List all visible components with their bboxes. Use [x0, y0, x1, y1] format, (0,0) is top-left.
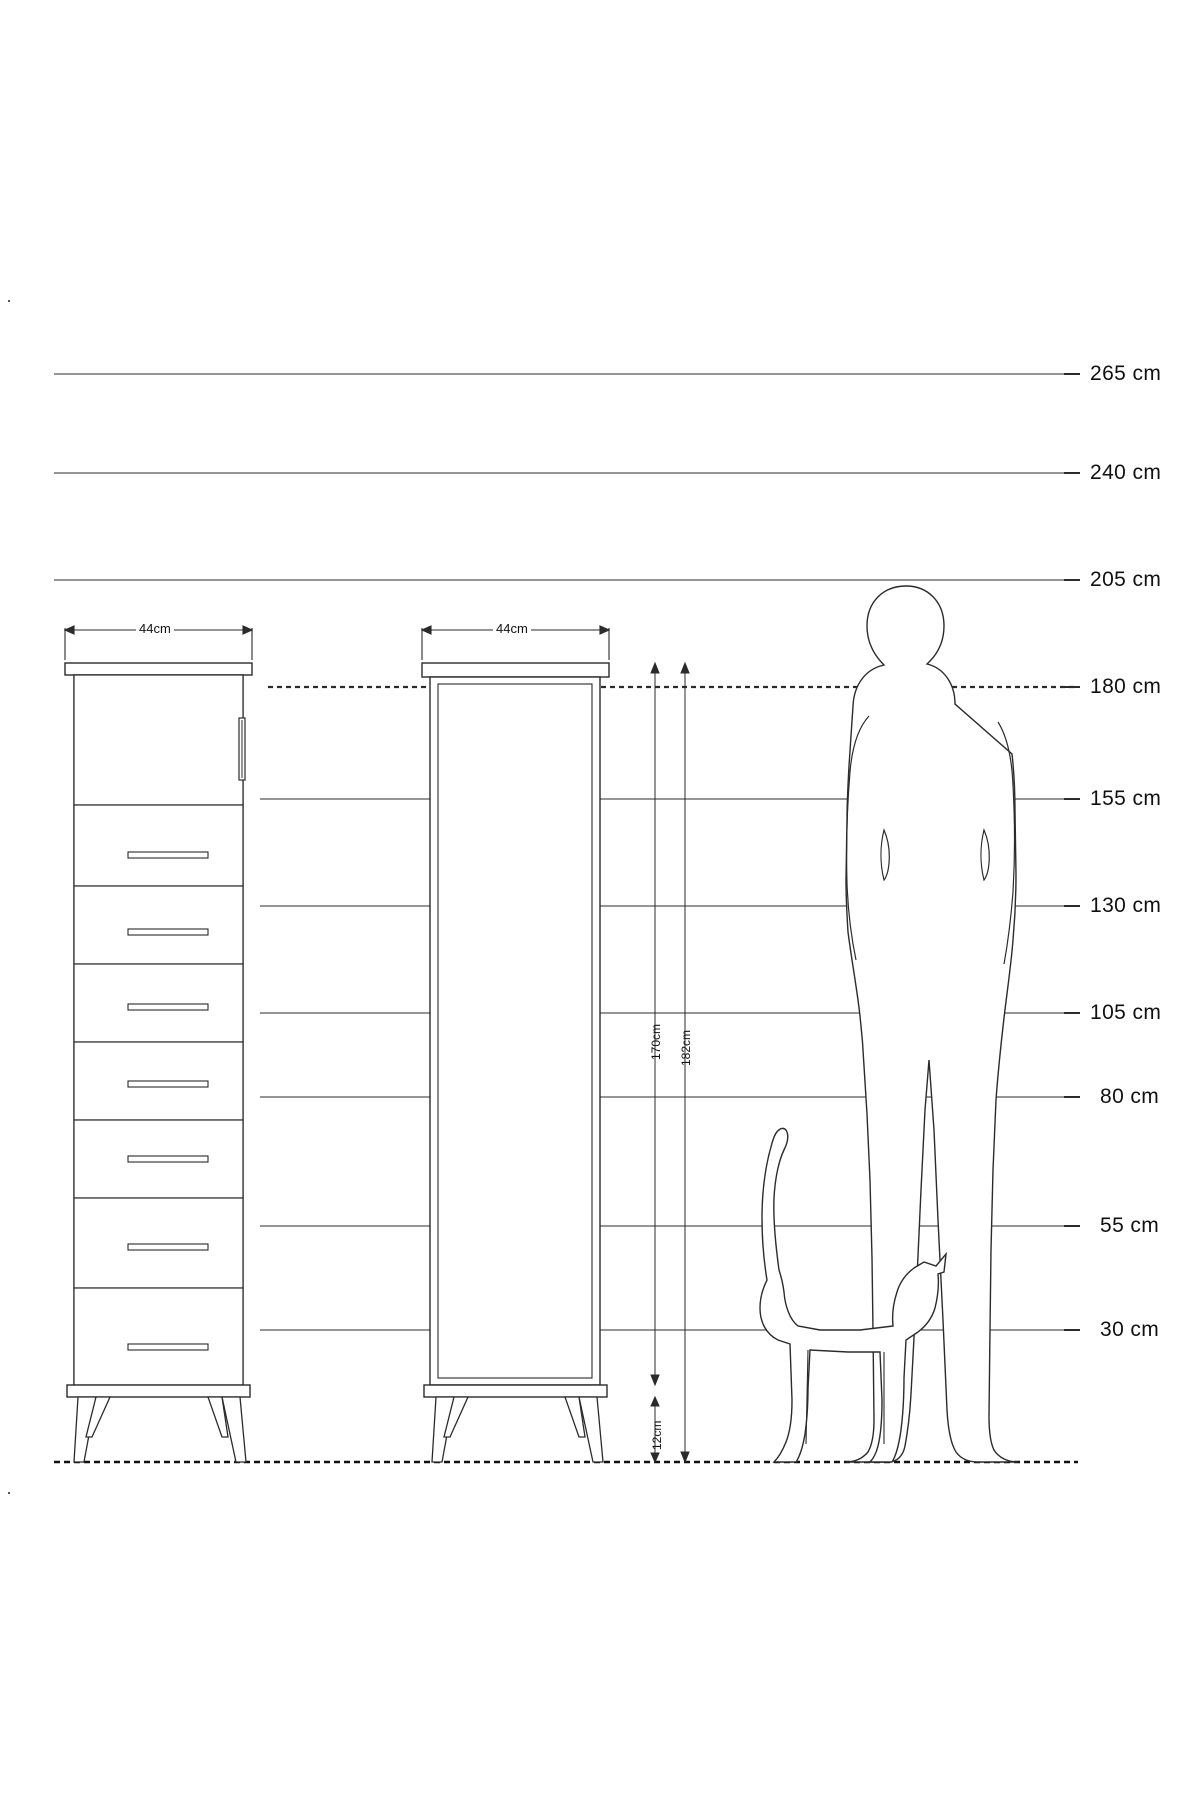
scale-label-130: 130 cm — [1090, 894, 1162, 917]
height-label-170: 170cm — [649, 1023, 663, 1060]
left-cabinet-legs — [74, 1397, 246, 1462]
right-cabinet — [422, 663, 609, 1462]
right-cabinet-plinth — [424, 1385, 607, 1397]
width-label-left-cabinet: 44cm — [136, 621, 174, 636]
left-cabinet-drawer-3 — [74, 964, 243, 1042]
scale-label-180: 180 cm — [1090, 675, 1162, 698]
scale-label-105: 105 cm — [1090, 1001, 1162, 1024]
scale-label-240: 240 cm — [1090, 461, 1162, 484]
left-cabinet-drawer-2 — [74, 886, 243, 964]
scale-label-265: 265 cm — [1090, 362, 1162, 385]
width-label-right-cabinet: 44cm — [493, 621, 531, 636]
left-cabinet-door — [74, 675, 243, 805]
left-cabinet-top — [65, 663, 252, 675]
left-cabinet-drawer-1 — [74, 805, 243, 886]
right-cabinet-door — [438, 684, 592, 1378]
left-cabinet-drawer-7 — [74, 1288, 243, 1385]
registration-dot-top — [8, 300, 10, 302]
scale-label-205: 205 cm — [1090, 568, 1162, 591]
right-cabinet-top — [422, 663, 609, 677]
registration-dot-bottom — [8, 1492, 10, 1494]
scale-ticks — [1064, 374, 1080, 1330]
right-cabinet-legs — [432, 1397, 603, 1462]
scale-label-80: 80 cm — [1100, 1085, 1160, 1108]
left-cabinet — [65, 663, 252, 1462]
height-label-12: 12cm — [650, 1420, 664, 1450]
height-label-182: 182cm — [679, 1029, 693, 1066]
scale-label-155: 155 cm — [1090, 787, 1162, 810]
left-cabinet-plinth — [67, 1385, 250, 1397]
scale-label-30: 30 cm — [1100, 1318, 1160, 1341]
scale-label-55: 55 cm — [1100, 1214, 1160, 1237]
left-cabinet-drawer-6 — [74, 1198, 243, 1288]
